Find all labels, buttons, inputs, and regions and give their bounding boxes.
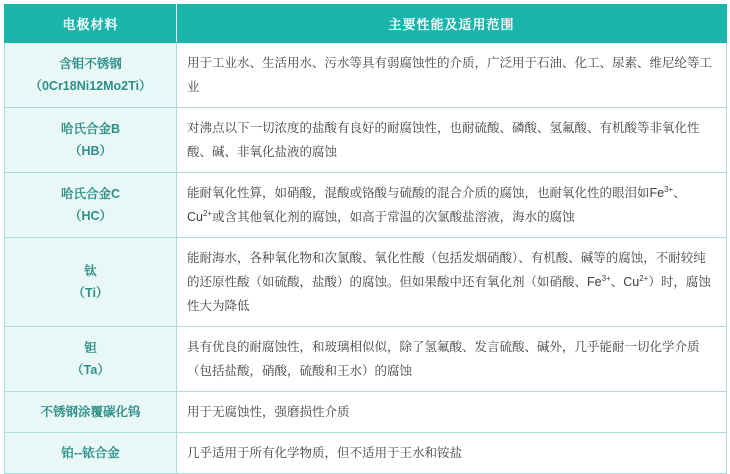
desc-superscript: 3+ [664,184,674,194]
material-code: （HB） [68,144,113,158]
table-row [5,433,727,474]
desc-part: 眼泪如Fe [612,186,665,200]
desc-part: 能耐海水，各种氧化物和次氯酸、氧化性酸（包括发烟硝酸）、有机酸、碱等 [187,251,606,265]
cell-material [5,43,177,108]
material-name: 不锈钢涂覆碳化钨 [40,405,141,419]
desc-superscript: 2+ [639,273,649,283]
cell-material [5,327,177,392]
material-name: 钽 [84,341,97,355]
material-name: 钛 [84,264,97,278]
desc-part: 的腐蚀 [537,210,575,224]
material-name: 含钼不锈钢 [59,57,122,71]
cell-material [5,392,177,433]
cell-description: 具有优良的耐腐蚀性，和玻璃相似似，除了氢氟酸、发言硫酸、碱外，几乎能耐一切化学介质（包括盐酸，硝酸，硫酸和王水）的腐蚀 [177,327,727,392]
table-body [5,43,727,474]
cell-material [5,238,177,327]
table-row [5,43,727,108]
material-name: 哈氏合金B [60,122,121,136]
table-row [5,238,727,327]
table-header-row [5,5,727,43]
table-row [5,173,727,238]
desc-part: 能耐氧化性算，如硝酸，混酸或铬酸与硫酸的混合介质的腐蚀，也耐氧化性的 [187,186,613,200]
cell-description: 用于工业水、生活用水、污水等具有弱腐蚀性的介质，广泛用于石油、化工、尿素、维尼纶等工业 [177,43,727,108]
table-row [5,327,727,392]
material-code: （0Cr18Ni12Mo2Ti） [29,79,152,93]
cell-material [5,433,177,474]
cell-material [5,173,177,238]
table-header [5,5,727,43]
material-code: （Ti） [72,286,109,300]
desc-part: 、Cu [187,186,686,224]
column-header-description: 主要性能及适用范围 [177,5,727,43]
desc-part: ）时，腐蚀性大为降低 [187,275,711,313]
material-code: （Ta） [71,363,110,377]
desc-part: 、Cu [610,275,640,289]
cell-description [177,173,727,238]
desc-part: 剂（如硝酸、Fe [512,275,602,289]
cell-description: 用于无腐蚀性，强磨损性介质 [177,392,727,433]
cell-description: 对沸点以下一切浓度的盐酸有良好的耐腐蚀性，也耐硫酸、磷酸、氢氟酸、有机酸等非氧化性酸、碱、非氧化盐液的腐蚀 [177,108,727,173]
desc-part: 的腐蚀，不耐较纯的还原性酸（如硫酸，盐酸）的腐蚀。但如果酸中还有氧化 [187,251,706,289]
desc-superscript: 2+ [202,208,213,218]
cell-description [177,238,727,327]
material-code: （HC） [68,209,113,223]
electrode-material-table [4,4,727,474]
column-header-material: 电极材料 [5,5,177,43]
table-row [5,108,727,173]
cell-description: 几乎适用于所有化学物质，但不适用于王水和铵盐 [177,433,727,474]
table-row [5,392,727,433]
cell-material [5,108,177,173]
material-name: 铂--铱合金 [61,446,120,460]
material-name: 哈氏合金C [60,187,121,201]
desc-part: 或含其他氧化剂的腐蚀，如高于常温的次氯酸盐溶液，海水 [212,210,538,224]
desc-superscript: 3+ [601,273,611,283]
